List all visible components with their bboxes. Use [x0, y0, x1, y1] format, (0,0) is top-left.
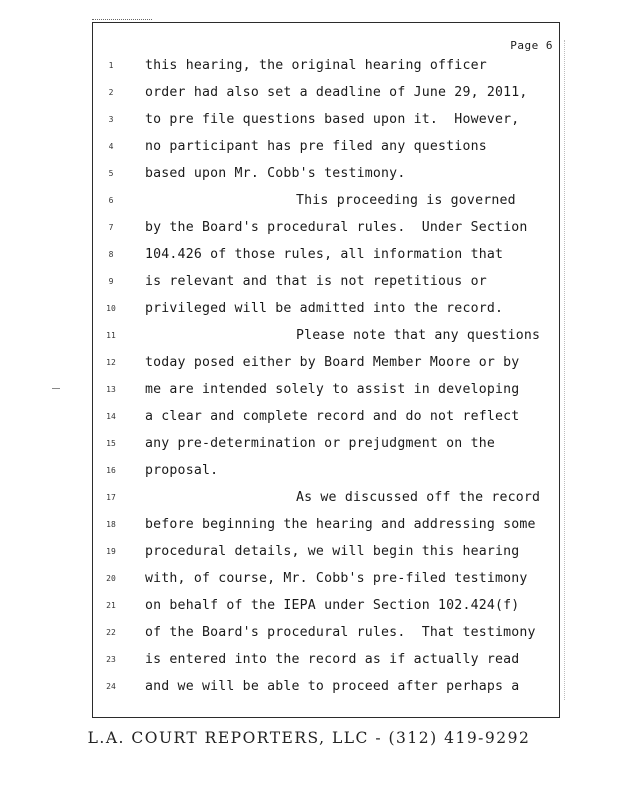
line-text: is entered into the record as if actually read — [145, 652, 520, 667]
line-text: no participant has pre filed any questions — [145, 139, 487, 154]
transcript-line — [93, 515, 559, 542]
transcript-line — [93, 407, 559, 434]
line-text: any pre-determination or prejudgment on the — [145, 436, 496, 451]
page-number: Page 6 — [510, 39, 553, 52]
line-number: 23 — [106, 655, 116, 664]
line-number: 7 — [108, 223, 114, 232]
line-text: and we will be able to proceed after perhaps a — [145, 679, 520, 694]
right-scan-edge — [564, 40, 565, 700]
transcript-line — [93, 461, 559, 488]
transcript-line — [93, 245, 559, 272]
line-number: 13 — [106, 385, 116, 394]
transcript-line — [93, 488, 559, 515]
line-text: proposal. — [145, 463, 219, 478]
transcript-line — [93, 326, 559, 353]
transcript-line — [93, 380, 559, 407]
line-text: this hearing, the original hearing officer — [145, 58, 487, 73]
line-text: order had also set a deadline of June 29, 2011, — [145, 85, 528, 100]
transcript-line — [93, 137, 559, 164]
transcript-line — [93, 542, 559, 569]
transcript-line — [93, 56, 559, 83]
line-number: 8 — [108, 250, 114, 259]
line-number: 5 — [108, 169, 114, 178]
transcript-line — [93, 434, 559, 461]
line-text: procedural details, we will begin this hearing — [145, 544, 520, 559]
line-number: 10 — [106, 304, 116, 313]
line-text: to pre file questions based upon it. However, — [145, 112, 520, 127]
line-text: me are intended solely to assist in developing — [145, 382, 520, 397]
top-scan-rule — [92, 19, 152, 20]
line-number: 20 — [106, 574, 116, 583]
line-text: is relevant and that is not repetitious or — [145, 274, 487, 289]
line-number: 6 — [108, 196, 114, 205]
line-number: 4 — [108, 142, 114, 151]
line-number: 19 — [106, 547, 116, 556]
margin-scan-mark — [52, 388, 60, 389]
transcript-line — [93, 596, 559, 623]
line-number: 22 — [106, 628, 116, 637]
line-text: privileged will be admitted into the record. — [145, 301, 504, 316]
transcript-line — [93, 623, 559, 650]
court-reporter-footer: L.A. COURT REPORTERS, LLC - (312) 419-9292 — [87, 729, 531, 747]
line-text: before beginning the hearing and addressing some — [145, 517, 536, 532]
line-number: 24 — [106, 682, 116, 691]
line-text: a clear and complete record and do not reflect — [145, 409, 520, 424]
line-number: 18 — [106, 520, 116, 529]
line-text: This proceeding is governed — [296, 193, 516, 208]
line-number: 14 — [106, 412, 116, 421]
line-number: 9 — [108, 277, 114, 286]
line-number: 17 — [106, 493, 116, 502]
transcript-line — [93, 83, 559, 110]
line-number: 15 — [106, 439, 116, 448]
transcript-line — [93, 299, 559, 326]
transcript-line — [93, 164, 559, 191]
transcript-line — [93, 569, 559, 596]
line-text: of the Board's procedural rules. That testimony — [145, 625, 536, 640]
line-text: with, of course, Mr. Cobb's pre-filed testimony — [145, 571, 528, 586]
transcript-line — [93, 677, 559, 704]
line-text: by the Board's procedural rules. Under Section — [145, 220, 528, 235]
transcript-line — [93, 191, 559, 218]
line-number: 16 — [106, 466, 116, 475]
transcript-line — [93, 272, 559, 299]
transcript-lines — [93, 56, 559, 704]
line-number: 12 — [106, 358, 116, 367]
transcript-line — [93, 218, 559, 245]
line-number: 2 — [108, 88, 114, 97]
line-text: on behalf of the IEPA under Section 102.424(f) — [145, 598, 520, 613]
line-text: today posed either by Board Member Moore or by — [145, 355, 520, 370]
line-number: 21 — [106, 601, 116, 610]
transcript-line — [93, 353, 559, 380]
line-text: 104.426 of those rules, all information that — [145, 247, 504, 262]
line-number: 11 — [106, 331, 116, 340]
line-text: As we discussed off the record — [296, 490, 541, 505]
line-number: 3 — [108, 115, 114, 124]
transcript-page-frame — [92, 22, 560, 718]
line-text: Please note that any questions — [296, 328, 541, 343]
transcript-line — [93, 110, 559, 137]
line-text: based upon Mr. Cobb's testimony. — [145, 166, 406, 181]
line-number: 1 — [108, 61, 114, 70]
transcript-line — [93, 650, 559, 677]
